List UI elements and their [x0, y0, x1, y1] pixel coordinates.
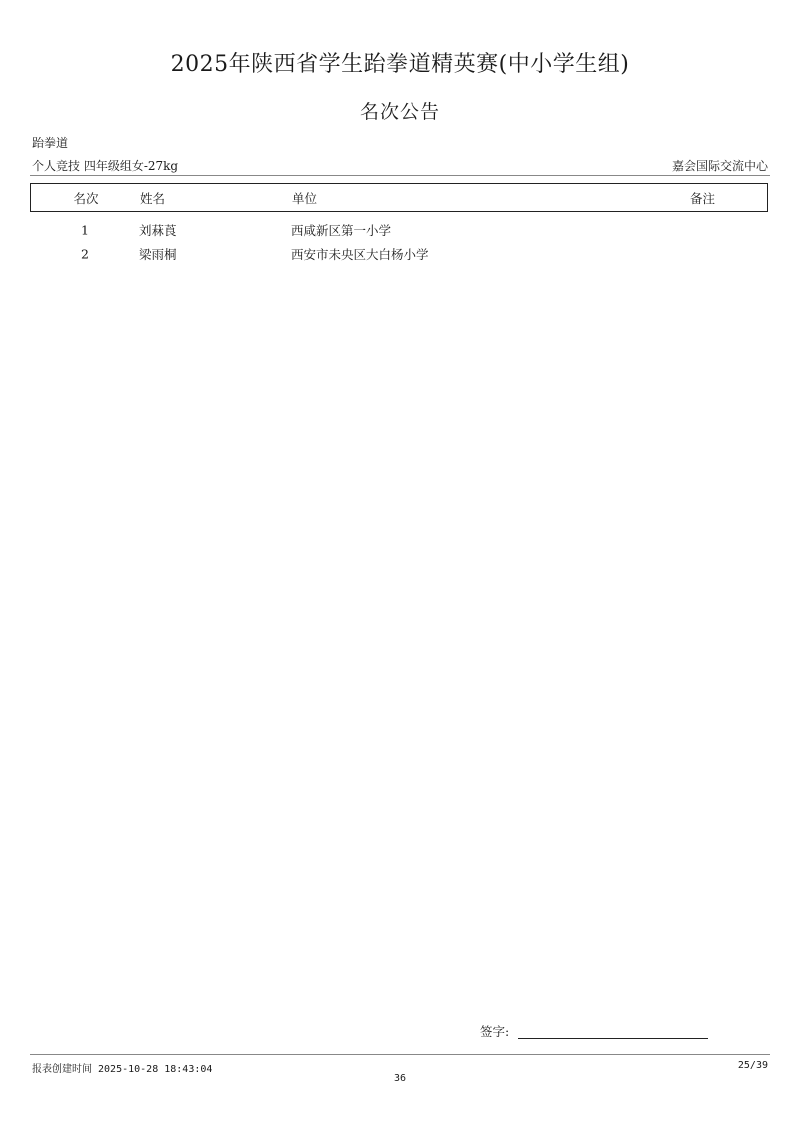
venue-label: 嘉会国际交流中心 [671, 159, 768, 173]
top-divider [30, 175, 770, 176]
event-label: 个人竞技 四年级组女-27kg [32, 159, 179, 173]
table-row [30, 219, 768, 241]
table-row [30, 243, 768, 265]
row-rank: 1 [81, 222, 89, 238]
header-name: 姓名 [140, 190, 166, 206]
document-title: 2025年陕西省学生跆拳道精英赛(中小学生组) [170, 52, 630, 77]
row-rank: 2 [81, 246, 89, 262]
signature-label: 签字: [480, 1024, 510, 1039]
created-timestamp: 报表创建时间 2025-10-28 18:43:04 [32, 1064, 213, 1075]
page-indicator: 25/39 [737, 1060, 768, 1071]
header-unit: 单位 [292, 190, 318, 206]
footer-page-number: 36 [393, 1073, 407, 1084]
row-name: 刘菻莨 [139, 223, 177, 238]
row-unit: 西安市未央区大白杨小学 [291, 247, 429, 262]
row-name: 梁雨桐 [139, 247, 177, 262]
header-rank: 名次 [73, 190, 99, 206]
row-unit: 西咸新区第一小学 [291, 223, 392, 238]
bottom-divider [30, 1054, 770, 1055]
table-header [30, 183, 768, 212]
signature-line [518, 1038, 708, 1039]
header-note: 备注 [690, 190, 716, 206]
document-subtitle: 名次公告 [359, 101, 440, 123]
sport-label: 跆拳道 [32, 136, 69, 150]
